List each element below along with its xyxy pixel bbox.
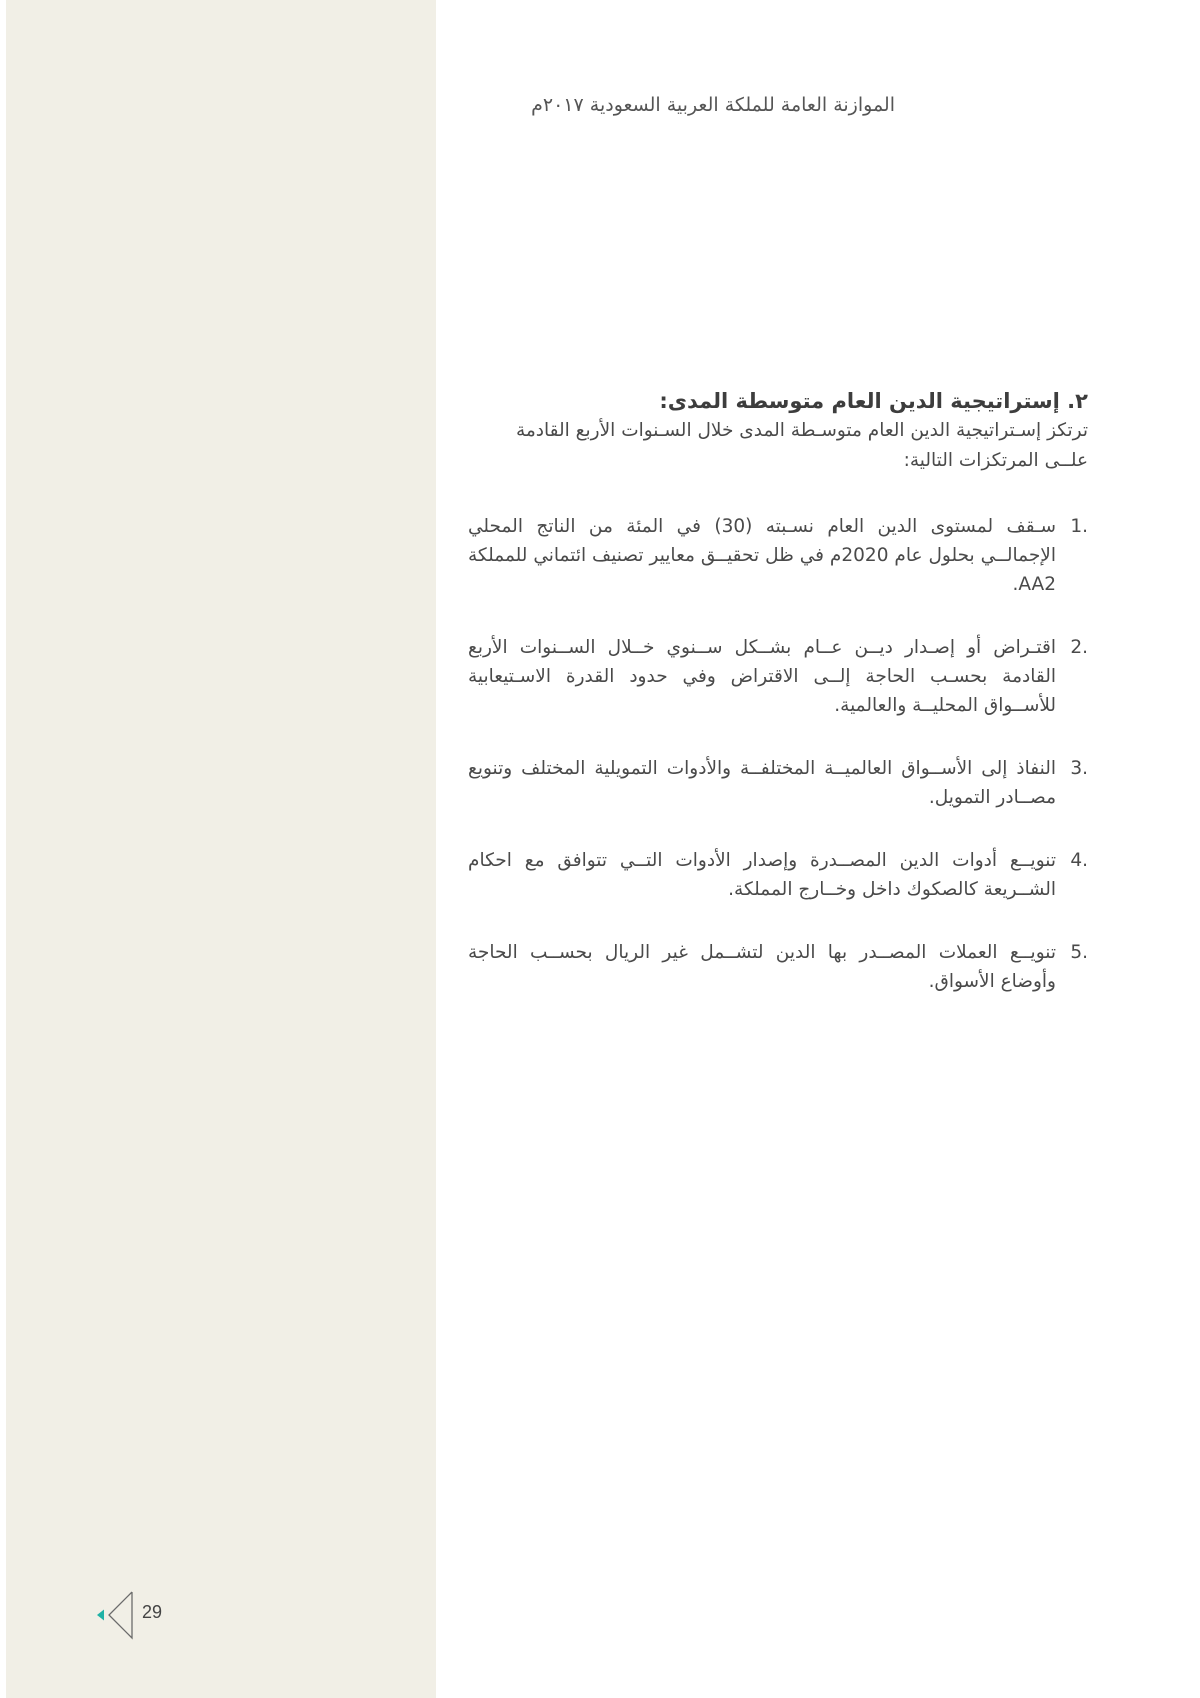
triangle-pointer-icon[interactable]: [92, 1590, 136, 1644]
list-item: [468, 754, 1088, 812]
list-item: [468, 633, 1088, 720]
side-panel: [6, 0, 436, 1698]
list-item: [468, 846, 1088, 904]
list-item-number: .4: [1070, 850, 1088, 871]
section-intro: ترتكز إسـتراتيجية الدين العام متوسـطة المدى خلال السـنوات الأربع القادمة علــى المرتكزات التالية:: [515, 420, 1088, 471]
list-item-text: تنويــع أدوات الدين المصــدرة وإصدار الأدوات التــي تتوافق مع احكام الشــريعة كالصكوك داخل وخــارج المملكة.: [468, 850, 1056, 900]
list-item: [468, 512, 1088, 599]
page-number: 29: [142, 1602, 163, 1622]
strategy-list: [468, 512, 1088, 996]
running-header: الموازنة العامة للملكة العربية السعودية ٢٠١٧م: [531, 94, 895, 116]
list-item-number: .5: [1070, 942, 1088, 963]
list-item: [468, 938, 1088, 996]
list-item-text: تنويــع العملات المصــدر بها الدين لتشــمل غير الريال بحســب الحاجة وأوضاع الأسواق.: [468, 942, 1056, 992]
page-footer: [92, 1590, 172, 1640]
main-content: [468, 386, 1088, 1030]
list-item-number: .1: [1070, 516, 1088, 537]
list-item-text: سـقف لمستوى الدين العام نسـبته (30) في المئة من الناتج المحلي الإجمالــي بحلول عام 2020م في ظل تحقيــق معايير تصنيف ائتماني للمملكة AA2.: [468, 516, 1056, 595]
list-item-text: اقتـراض أو إصـدار ديــن عــام بشــكل ســنوي خــلال الســنوات الأربع القادمة بحسـب الحاجة إلــى الاقتراض وفي حدود القدرة الاسـتيعابية للأســواق المحليــة والعالمية.: [468, 637, 1056, 716]
section-title: ٢. إستراتيجية الدين العام متوسطة المدى:: [659, 389, 1088, 413]
list-item-text: النفاذ إلى الأســواق العالميــة المختلفــة والأدوات التمويلية المختلف وتنويع مصــادر التمويل.: [468, 758, 1056, 808]
list-item-number: .2: [1070, 637, 1088, 658]
list-item-number: .3: [1070, 758, 1088, 779]
